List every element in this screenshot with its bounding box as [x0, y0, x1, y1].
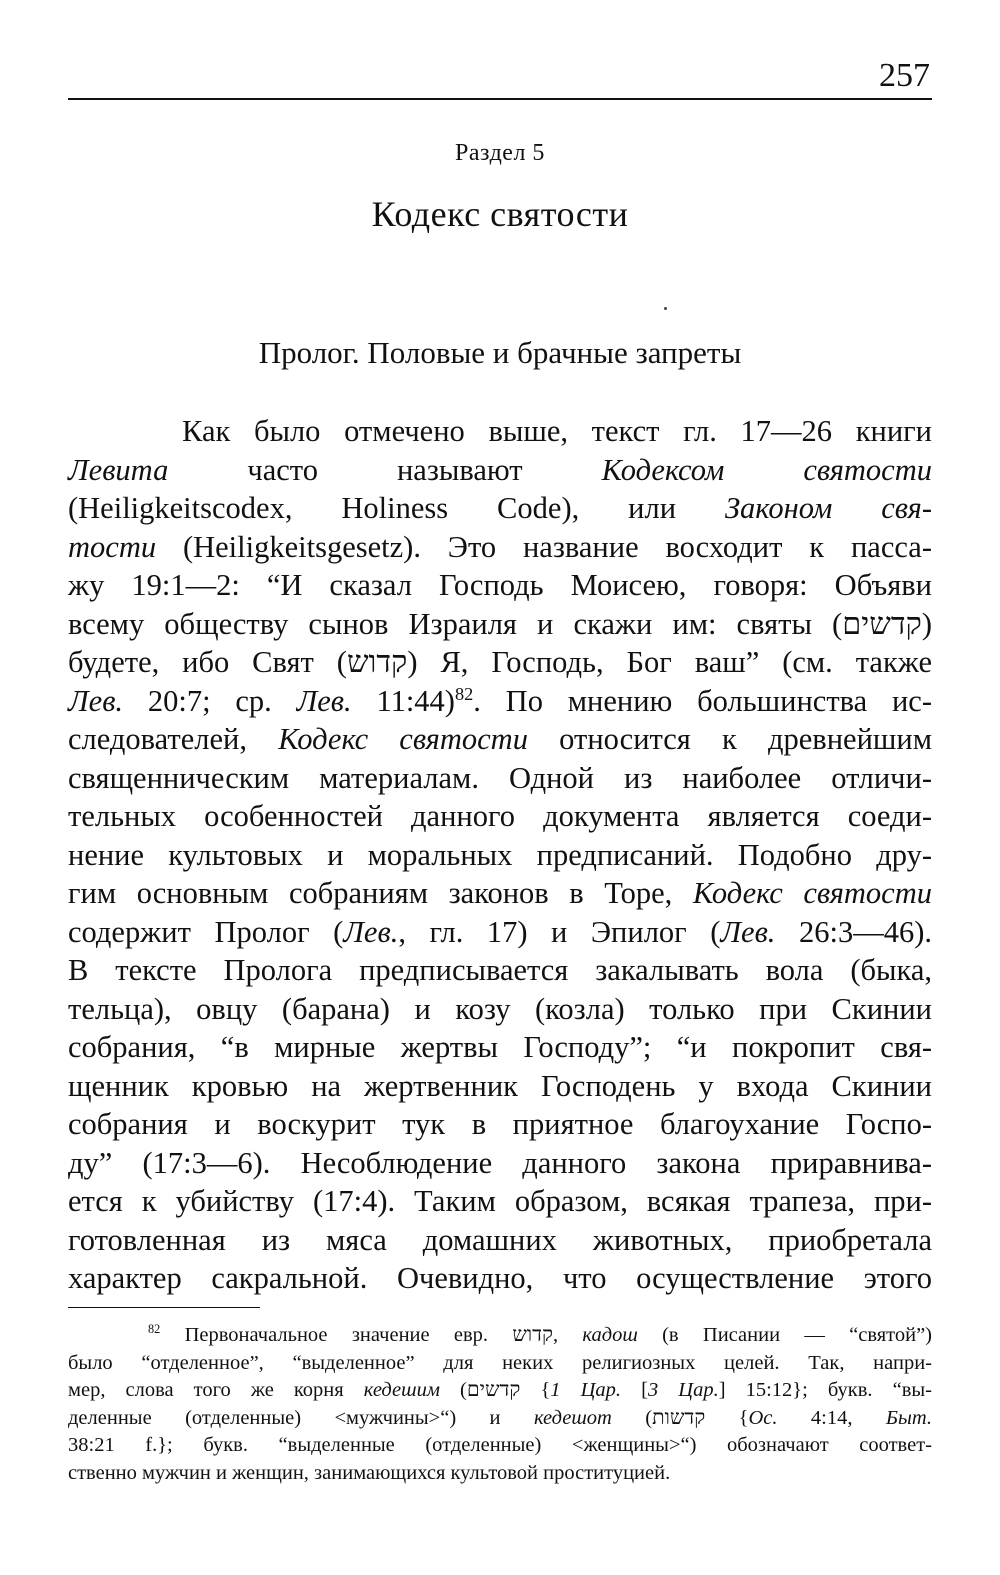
italic-text: Левита [68, 452, 169, 487]
stray-dot [664, 307, 667, 310]
text-run: будете, ибо Свят (קדוש) Я, Господь, Бог ваш” (см. также [68, 645, 932, 679]
body-line [68, 1067, 932, 1106]
body-line [68, 1259, 932, 1298]
body-line [68, 874, 932, 913]
text-run: тельца), овцу (барана) и козу (козла) только при Скинии [68, 991, 932, 1026]
italic-text: Законом свя- [724, 491, 932, 525]
italic-text: Лев. [68, 683, 124, 718]
page-number: 257 [879, 57, 930, 94]
text-run: часто называют [168, 452, 602, 487]
text-run: 4:14, [777, 1406, 886, 1429]
italic-text: 3 Цар. [647, 1379, 719, 1401]
footnote-line [68, 1377, 932, 1405]
italic-text: Кодекс святости [278, 722, 528, 756]
body-line [68, 1182, 932, 1221]
footnote [68, 1322, 932, 1487]
header-rule [68, 98, 932, 100]
body-line [68, 836, 932, 875]
text-run: содержит Пролог ( [68, 914, 344, 949]
body-line [68, 682, 932, 721]
footnote-line [68, 1405, 932, 1433]
text-run: Как было отмечено выше, текст гл. 17—26 книги [182, 414, 932, 448]
text-run: (קדשים { [439, 1379, 551, 1401]
body-line [68, 1028, 932, 1067]
body-line [68, 720, 932, 759]
italic-text: Кодексом святости [601, 452, 932, 487]
italic-text: кедешот [533, 1406, 612, 1429]
text-run: (в Писании — “святой”) [637, 1324, 932, 1346]
text-run: жу 19:1—2: “И сказал Господь Моисею, говоря: Объяви [68, 568, 932, 602]
subsection-title: Пролог. Половые и брачные запреты [258, 335, 742, 370]
text-run: мер, слова того же корня [68, 1379, 364, 1401]
text-run: ственно мужчин и женщин, занимающихся культовой проституцией. [68, 1461, 671, 1484]
text-run: 20:7; ср. [123, 683, 297, 718]
body-line [68, 451, 932, 490]
section-title: Кодекс святости [371, 194, 629, 234]
text-run: ется к убийству (17:4). Таким образом, всякая трапеза, при- [68, 1184, 932, 1218]
body-line [68, 1221, 932, 1260]
text-run: ду” (17:3—6). Несоблюдение данного закона приравнива- [68, 1145, 932, 1180]
text-run: (קדשות { [611, 1406, 749, 1429]
text-run: . По мнению большинства ис- [473, 683, 932, 718]
body-line [68, 1105, 932, 1144]
footnote-line [68, 1460, 932, 1488]
italic-text: Быт. [885, 1406, 933, 1429]
italic-text: тости [68, 529, 157, 564]
text-run: , гл. 17) и Эпилог ( [398, 914, 721, 949]
italic-text: Лев. [296, 683, 352, 718]
text-run: гим основным собраниям законов в Торе, [68, 876, 693, 910]
text-run: 38:21 f.}; букв. “выделенные (отделенные) <женщины>“) обозначают соответ- [68, 1434, 932, 1456]
italic-text: 1 Цар. [550, 1379, 622, 1401]
text-run: ] 15:12}; букв. “вы- [718, 1379, 933, 1401]
text-run: относится к древнейшим [527, 722, 932, 756]
text-run: характер сакральной. Очевидно, что осуществление этого [68, 1261, 932, 1295]
italic-text: кадош [582, 1324, 638, 1346]
body-line [68, 489, 932, 528]
body-line [68, 412, 932, 451]
body-line [68, 951, 932, 990]
text-run: В тексте Пролога предписывается закалывать вола (быка, [68, 953, 932, 987]
text-run: щенник кровью на жертвенник Господень у входа Скинии [68, 1068, 932, 1103]
body-line [68, 605, 932, 644]
text-run: 26:3—46). [775, 914, 932, 949]
footnote-rule [68, 1307, 260, 1308]
section-label: Раздел 5 [455, 140, 545, 166]
text-run: священническим материалам. Одной из наиболее отличи- [68, 760, 932, 795]
body-line [68, 643, 932, 682]
body-line [68, 759, 932, 798]
italic-text: Ос. [748, 1406, 778, 1429]
italic-text: кедешим [363, 1379, 440, 1401]
text-run: Первоначальное значение евр. קדוש, [160, 1324, 583, 1346]
body-line [68, 1144, 932, 1183]
body-line [68, 913, 932, 952]
text-run: 11:44) [351, 683, 455, 718]
footnote-line [68, 1322, 932, 1350]
body-line [68, 566, 932, 605]
text-run: деленные (отделенные) <мужчины>“) и [68, 1406, 534, 1429]
footnote-line [68, 1350, 932, 1378]
text-run: [ [621, 1379, 648, 1401]
text-run: тельных особенностей данного документа является соеди- [68, 799, 932, 833]
text-run: готовленная из мяса домашних животных, приобретала [68, 1222, 932, 1257]
body-line [68, 990, 932, 1029]
italic-text: Кодекс святости [692, 876, 932, 910]
text-run: было “отделенное”, “выделенное” для неких религиозных целей. Так, напри- [68, 1351, 932, 1374]
text-run: следователей, [68, 722, 279, 756]
text-run: собрания, “в мирные жертвы Господу”; “и покропит свя- [68, 1030, 932, 1064]
italic-text: Лев. [343, 914, 399, 949]
text-run: (Heiligkeitsgesetz). Это название восходит к пасса- [156, 529, 932, 564]
body-line [68, 797, 932, 836]
footnote-line [68, 1432, 932, 1460]
text-run: всему обществу сынов Израиля и скажи им: святы (קדשים) [68, 606, 932, 641]
text-run: нение культовых и моральных предписаний. Подобно дру- [68, 837, 932, 872]
body-line [68, 528, 932, 567]
text-run: собрания и воскурит тук в приятное благоухание Госпо- [68, 1107, 932, 1141]
italic-text: Лев. [720, 914, 776, 949]
footnote-ref: 82 [148, 1322, 161, 1337]
text-run: (Heiligkeitscodex, Holiness Code), или [68, 491, 725, 525]
body-text [68, 412, 932, 1298]
footnote-ref: 82 [454, 683, 474, 704]
